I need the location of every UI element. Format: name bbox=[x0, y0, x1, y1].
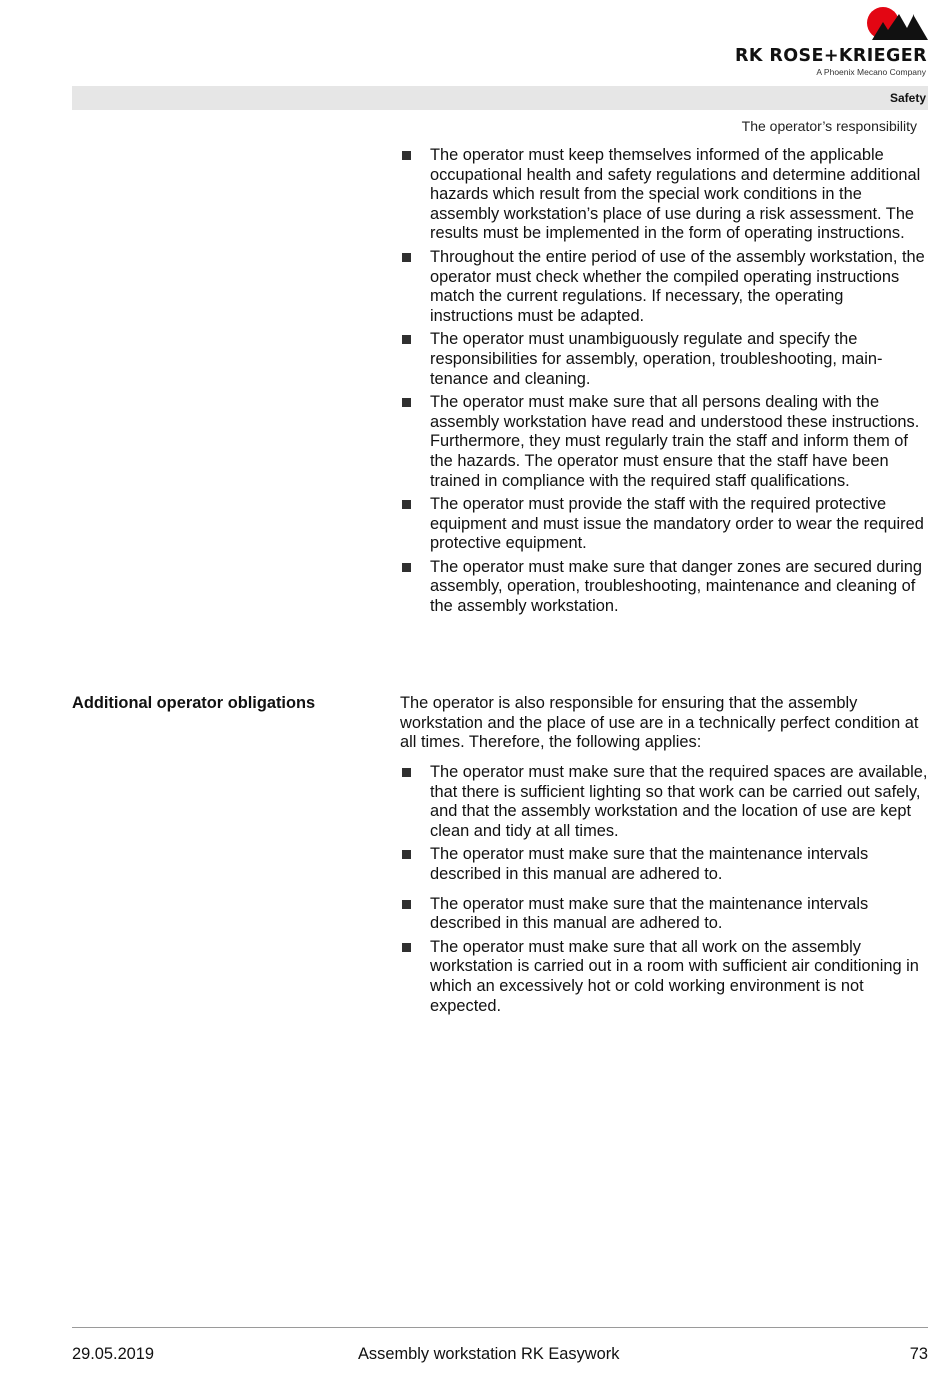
square-bullet-icon bbox=[402, 768, 411, 777]
square-bullet-icon bbox=[402, 563, 411, 572]
list-item-text: The operator must unambiguously regulate and specify the responsibilities for assembly, operation, troubleshooting, maintenance and cleaning. bbox=[430, 330, 883, 388]
section-title: Safety bbox=[889, 91, 926, 105]
square-bullet-icon bbox=[402, 253, 411, 262]
company-logo bbox=[730, 6, 930, 76]
square-bullet-icon bbox=[402, 151, 411, 160]
list-item-text: Throughout the entire period of use of the assembly workstation, the operator must check whether the compiled operating instructions match the current regulations. If necessary, the operating instructions must be adapted. bbox=[430, 247, 925, 325]
list-item bbox=[400, 248, 928, 326]
list-item bbox=[400, 895, 928, 934]
list-item bbox=[400, 393, 928, 491]
square-bullet-icon bbox=[402, 335, 411, 344]
list-item bbox=[400, 495, 928, 554]
list-item-text: The operator must make sure that all persons dealing with the assembly workstation have read and understood these instructions. Furthermore, they must regularly train the staff and inform them of the hazards. The operator must ensure that the staff have been trained in compliance with the required staff qualifications. bbox=[430, 393, 920, 490]
additional-obligations-intro: The operator is also responsible for ensuring that the assembly workstation and the place of use are in a technically perfect condition at all times. Therefore, the following applies: bbox=[400, 694, 919, 752]
list-item-text: The operator must keep themselves informed of the applicable occupational health and safety regulations and determine additional hazards which result from the special work conditions in the assembly workstation’s place of use during a risk assessment. The results must be implemented in the form of operating instructions. bbox=[430, 146, 921, 243]
list-item-text: The operator must make sure that the required spaces are available, that there is sufficient lighting so that work can be carried out safely, and that the assembly workstation and the location of use are kept clean and tidy at all times. bbox=[430, 763, 928, 840]
additional-obligations-list bbox=[400, 763, 928, 1020]
list-item bbox=[400, 763, 928, 841]
square-bullet-icon bbox=[402, 500, 411, 509]
square-bullet-icon bbox=[402, 900, 411, 909]
logo-company-name: RK ROSE+KRIEGER bbox=[735, 46, 927, 66]
square-bullet-icon bbox=[402, 398, 411, 407]
list-item bbox=[400, 146, 928, 244]
responsibility-list bbox=[400, 146, 928, 621]
list-item bbox=[400, 845, 928, 884]
page-number: 73 bbox=[909, 1345, 928, 1363]
list-item-text: The operator must make sure that the maintenance intervals described in this manual are adhered to. bbox=[430, 845, 869, 883]
subsection-title: The operator’s responsibility bbox=[741, 118, 917, 134]
additional-obligations-heading: Additional operator obligations bbox=[72, 694, 316, 712]
section-header-bar bbox=[72, 86, 928, 110]
logo-tagline: A Phoenix Mecano Company bbox=[816, 67, 926, 77]
footer-date: 29.05.2019 bbox=[72, 1345, 155, 1363]
rk-logo-mark-icon bbox=[866, 6, 928, 42]
list-item-text: The operator must make sure that danger zones are secured during assembly, operation, troubleshooting, maintenance and cleaning of the assembly workstation. bbox=[430, 557, 922, 616]
list-item-text: The operator must provide the staff with the required protective equipment and must issue the mandatory order to wear the required protective equipment. bbox=[430, 495, 924, 553]
square-bullet-icon bbox=[402, 943, 411, 952]
list-item-text: The operator must make sure that the maintenance intervals described in this manual are adhered to. bbox=[430, 894, 869, 933]
list-item bbox=[400, 330, 928, 389]
square-bullet-icon bbox=[402, 850, 411, 859]
footer-divider bbox=[72, 1327, 928, 1328]
list-item bbox=[400, 558, 928, 617]
footer-document-title: Assembly workstation RK Easywork bbox=[358, 1345, 620, 1363]
list-item bbox=[400, 938, 928, 1016]
list-item-text: The operator must make sure that all work on the assembly workstation is carried out in a room with sufficient air conditioning in which an excessively hot or cold working environment is not expected. bbox=[430, 937, 919, 1015]
